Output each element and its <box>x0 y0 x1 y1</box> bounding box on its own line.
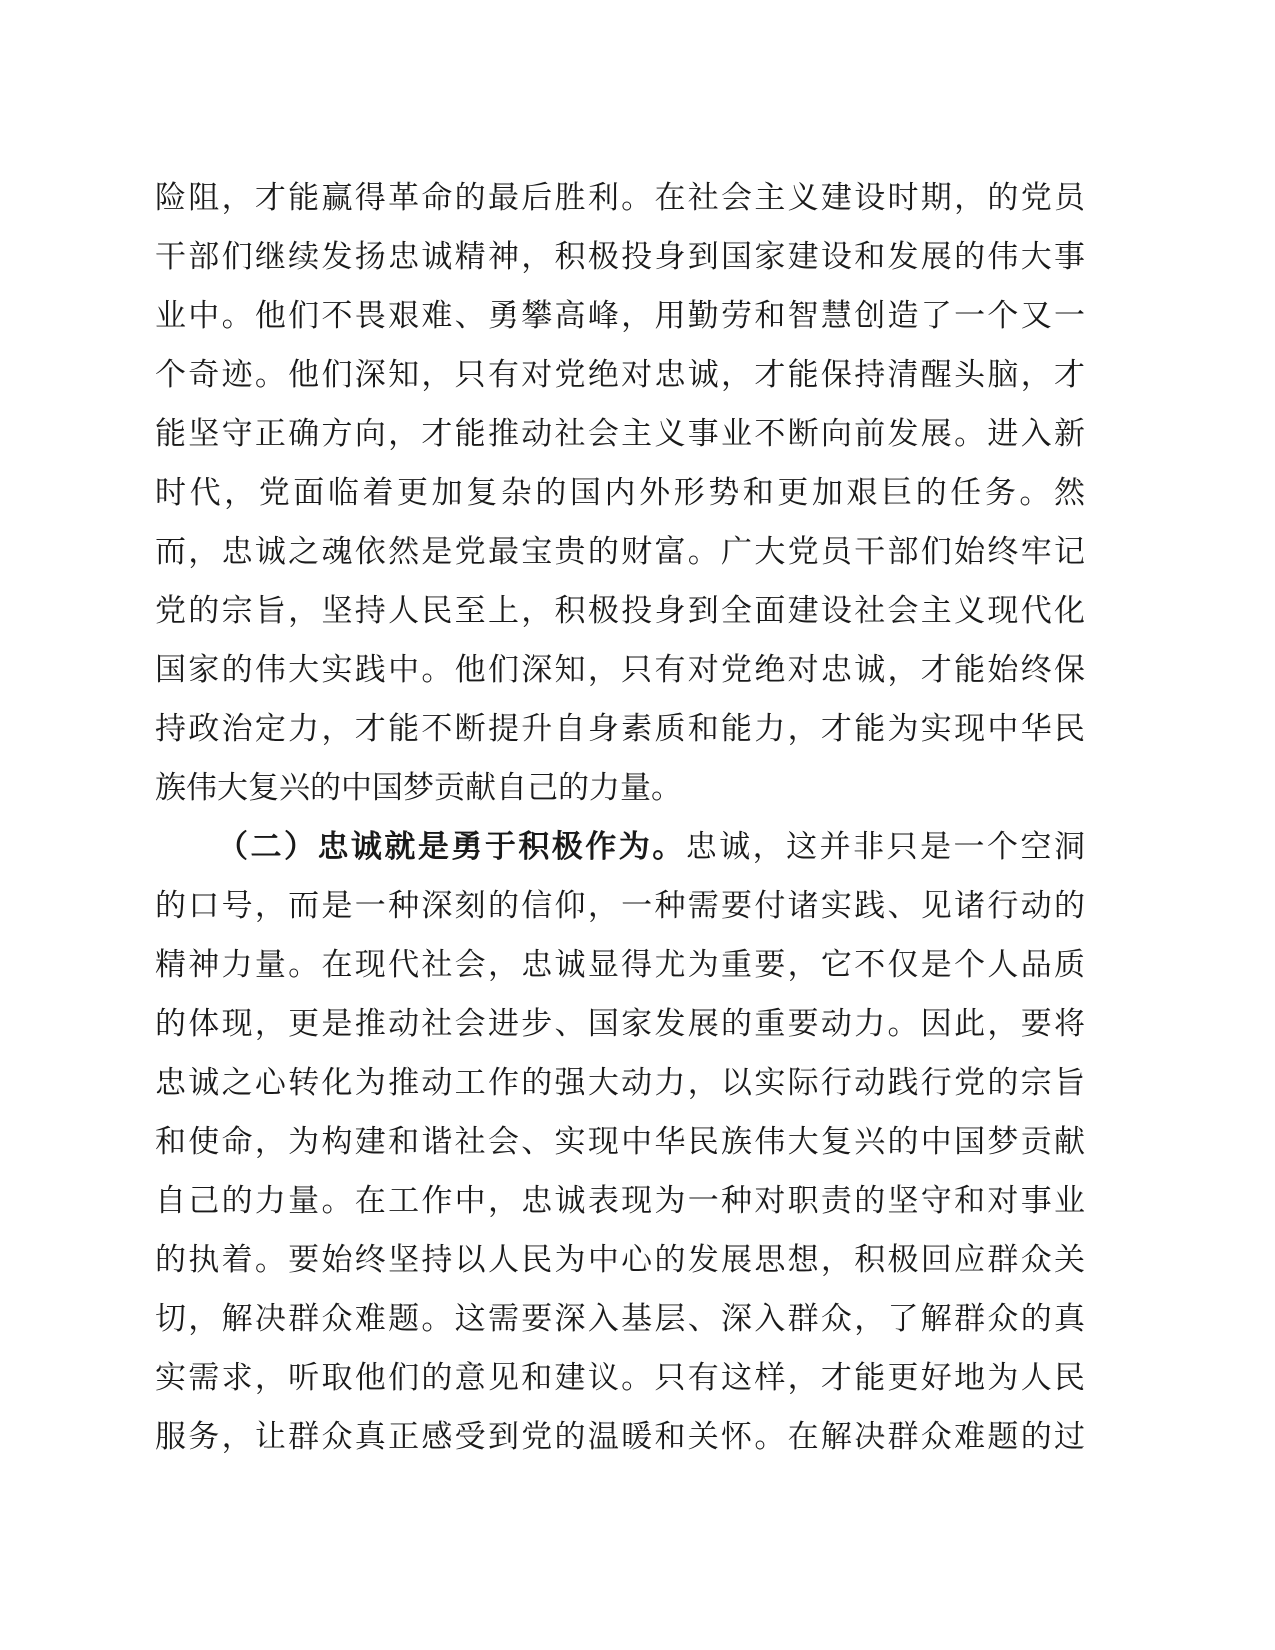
paragraph-line: 切，解决群众难题。这需要深入基层、深入群众，了解群众的真 <box>155 1301 1085 1337</box>
section-heading: （二）忠诚就是勇于积极作为。 <box>217 829 686 865</box>
paragraph-line: 实需求，听取他们的意见和建议。只有这样，才能更好地为人民 <box>155 1360 1085 1396</box>
paragraph-line: 族伟大复兴的中国梦贡献自己的力量。 <box>155 770 682 806</box>
paragraph-line: 时代，党面临着更加复杂的国内外形势和更加艰巨的任务。然 <box>155 475 1085 511</box>
paragraph-line: 而，忠诚之魂依然是党最宝贵的财富。广大党员干部们始终牢记 <box>155 534 1085 570</box>
paragraph-line: 的执着。要始终坚持以人民为中心的发展思想，积极回应群众关 <box>155 1242 1085 1278</box>
paragraph-line: 个奇迹。他们深知，只有对党绝对忠诚，才能保持清醒头脑，才 <box>155 357 1085 393</box>
paragraph-line: 精神力量。在现代社会，忠诚显得尤为重要，它不仅是个人品质 <box>155 947 1085 983</box>
paragraph-line: 险阻，才能赢得革命的最后胜利。在社会主义建设时期，的党员 <box>155 180 1085 216</box>
paragraph-line: 服务，让群众真正感受到党的温暖和关怀。在解决群众难题的过 <box>155 1419 1085 1455</box>
paragraph-line: 业中。他们不畏艰难、勇攀高峰，用勤劳和智慧创造了一个又一 <box>155 298 1085 334</box>
paragraph-line: 忠诚之心转化为推动工作的强大动力，以实际行动践行党的宗旨 <box>155 1065 1085 1101</box>
paragraph-line: 的口号，而是一种深刻的信仰，一种需要付诸实践、见诸行动的 <box>155 888 1085 924</box>
paragraph-line: 国家的伟大实践中。他们深知，只有对党绝对忠诚，才能始终保 <box>155 652 1085 688</box>
paragraph-line: 自己的力量。在工作中，忠诚表现为一种对职责的坚守和对事业 <box>155 1183 1085 1219</box>
section-first-line-text: 忠诚，这并非只是一个空洞 <box>685 829 1085 865</box>
section-heading-line <box>217 817 1085 877</box>
paragraph-line: 的体现，更是推动社会进步、国家发展的重要动力。因此，要将 <box>155 1006 1085 1042</box>
paragraph-line: 党的宗旨，坚持人民至上，积极投身到全面建设社会主义现代化 <box>155 593 1085 629</box>
paragraph-line: 能坚守正确方向，才能推动社会主义事业不断向前发展。进入新 <box>155 416 1085 452</box>
paragraph-line: 干部们继续发扬忠诚精神，积极投身到国家建设和发展的伟大事 <box>155 239 1085 275</box>
paragraph-line: 和使命，为构建和谐社会、实现中华民族伟大复兴的中国梦贡献 <box>155 1124 1085 1160</box>
paragraph-line: 持政治定力，才能不断提升自身素质和能力，才能为实现中华民 <box>155 711 1085 747</box>
